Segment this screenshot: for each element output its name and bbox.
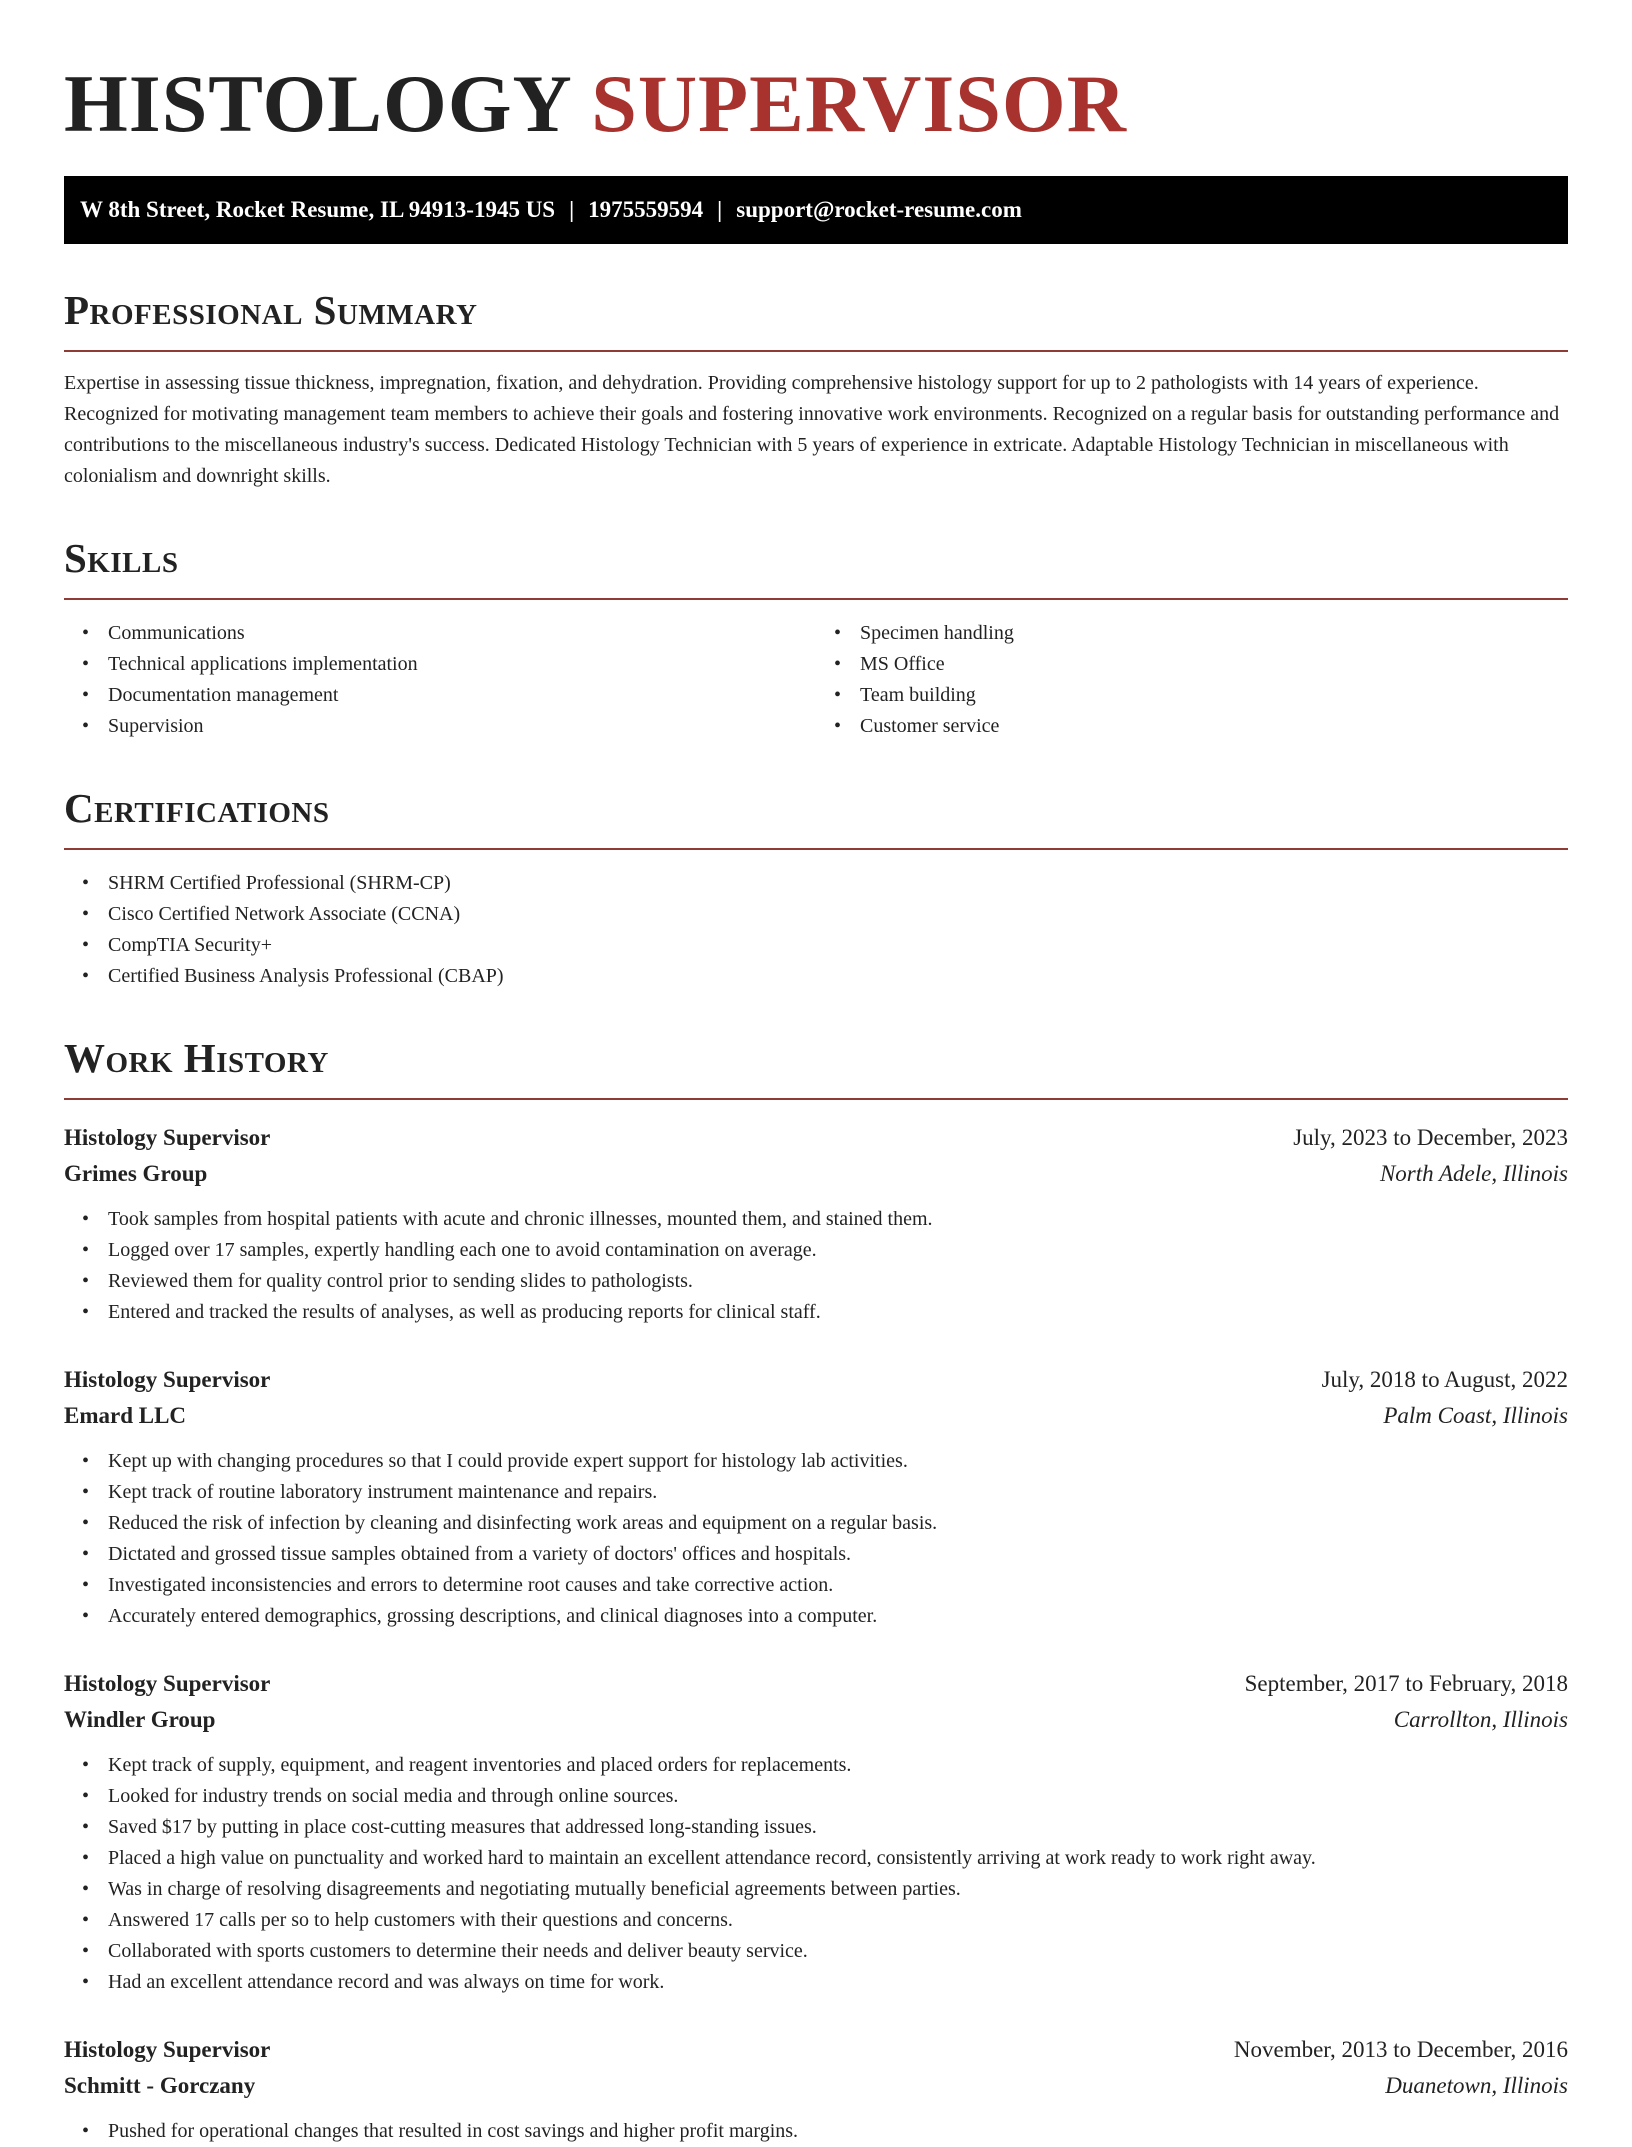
job-location: Palm Coast, Illinois (1383, 1403, 1568, 1428)
skill-item: • Communications (108, 618, 816, 649)
job-dates: July, 2023 to December, 2023 (1293, 1125, 1568, 1150)
job-bullet: • Pushed for operational changes that resulted in cost savings and higher profit margins. (108, 2116, 1568, 2147)
work-history-section (64, 1032, 1568, 2147)
job-bullet: • Placed a high value on punctuality and worked hard to maintain an excellent attendance record, consistently arriving at work ready to work right away. (108, 1843, 1568, 1874)
job-bullet: • Saved $17 by putting in place cost-cutting measures that addressed long-standing issues. (108, 1812, 1568, 1843)
job-header-row (64, 1666, 1568, 1702)
job-bullet: • Answered 17 calls per so to help customers with their questions and concerns. (108, 1905, 1568, 1936)
certification-item: • CompTIA Security+ (108, 930, 1568, 961)
job-title: Histology Supervisor (64, 1367, 271, 1392)
job-bullet: • Reviewed them for quality control prior to sending slides to pathologists. (108, 1266, 1568, 1297)
job-dates: July, 2018 to August, 2022 (1321, 1367, 1568, 1392)
section-heading-work-history: Work History (64, 1032, 1568, 1100)
contact-separator: | (569, 197, 575, 222)
job-bullet: • Logged over 17 samples, expertly handling each one to avoid contamination on average. (108, 1235, 1568, 1266)
job-header-row (64, 1120, 1568, 1156)
job-company-row (64, 2068, 1568, 2104)
certification-item: • Cisco Certified Network Associate (CCNA) (108, 899, 1568, 930)
job-title: Histology Supervisor (64, 1125, 271, 1150)
job-bullets (64, 1204, 1568, 1328)
skill-item: • Team building (860, 680, 1568, 711)
job-bullet: • Had an excellent attendance record and was always on time for work. (108, 1967, 1568, 1998)
job-location: Carrollton, Illinois (1393, 1707, 1568, 1732)
section-heading-certifications: Certifications (64, 782, 1568, 850)
title-first-word: HISTOLOGY (64, 58, 570, 149)
job-company-row (64, 1398, 1568, 1434)
skill-item: • Technical applications implementation (108, 649, 816, 680)
job-company: Grimes Group (64, 1161, 208, 1186)
skill-item: • Documentation management (108, 680, 816, 711)
skills-list-right (816, 618, 1568, 742)
job-title: Histology Supervisor (64, 2037, 271, 2062)
job-header-row (64, 1362, 1568, 1398)
job-bullet: • Reduced the risk of infection by cleaning and disinfecting work areas and equipment on a regular basis. (108, 1508, 1568, 1539)
contact-address: W 8th Street, Rocket Resume, IL 94913-1945 US (80, 197, 556, 222)
job-company: Windler Group (64, 1707, 216, 1732)
skill-item: • Customer service (860, 711, 1568, 742)
job-entry (64, 1120, 1568, 1328)
job-bullets (64, 1750, 1568, 1998)
skill-item: • Specimen handling (860, 618, 1568, 649)
skill-item: • Supervision (108, 711, 816, 742)
job-bullets (64, 2116, 1568, 2147)
skills-section (64, 532, 1568, 742)
job-title: Histology Supervisor (64, 1671, 271, 1696)
title-last-word: SUPERVISOR (591, 58, 1127, 149)
section-heading-skills: Skills (64, 532, 1568, 600)
job-bullet: • Collaborated with sports customers to determine their needs and deliver beauty service. (108, 1936, 1568, 1967)
job-entry (64, 1666, 1568, 1998)
job-bullet: • Kept up with changing procedures so that I could provide expert support for histology lab activities. (108, 1446, 1568, 1477)
job-bullet: • Kept track of routine laboratory instrument maintenance and repairs. (108, 1477, 1568, 1508)
skills-grid (64, 600, 1568, 742)
resume-title (64, 56, 1568, 152)
contact-email[interactable]: support@rocket-resume.com (736, 197, 1022, 222)
certifications-list (64, 868, 1568, 992)
job-bullet: • Looked for industry trends on social media and through online sources. (108, 1781, 1568, 1812)
job-entry (64, 1362, 1568, 1632)
job-company: Schmitt - Gorczany (64, 2073, 256, 2098)
job-bullet: • Investigated inconsistencies and errors to determine root causes and take corrective action. (108, 1570, 1568, 1601)
certification-item: • Certified Business Analysis Professional (CBAP) (108, 961, 1568, 992)
job-dates: November, 2013 to December, 2016 (1233, 2037, 1568, 2062)
skill-item: • MS Office (860, 649, 1568, 680)
job-bullet: • Took samples from hospital patients with acute and chronic illnesses, mounted them, and stained them. (108, 1204, 1568, 1235)
contact-bar (64, 176, 1568, 244)
job-bullets (64, 1446, 1568, 1632)
job-company-row (64, 1702, 1568, 1738)
summary-section (64, 284, 1568, 492)
job-bullet: • Dictated and grossed tissue samples obtained from a variety of doctors' offices and hospitals. (108, 1539, 1568, 1570)
job-bullet: • Was in charge of resolving disagreements and negotiating mutually beneficial agreements between parties. (108, 1874, 1568, 1905)
job-dates: September, 2017 to February, 2018 (1244, 1671, 1568, 1696)
job-entry (64, 2032, 1568, 2147)
job-bullet: • Accurately entered demographics, grossing descriptions, and clinical diagnoses into a computer. (108, 1601, 1568, 1632)
job-company: Emard LLC (64, 1403, 187, 1428)
job-location: North Adele, Illinois (1379, 1161, 1568, 1186)
job-company-row (64, 1156, 1568, 1192)
certification-item: • SHRM Certified Professional (SHRM-CP) (108, 868, 1568, 899)
summary-text: Expertise in assessing tissue thickness, impregnation, fixation, and dehydration. Providing comprehensive histology support for up to 2 pathologists with 14 years of experience. Recognized for motivating management team members to achieve their goals and fostering innovative work environments. Recognized on a regular basis for outstanding performance and contributions to the miscellaneous industry's success. Dedicated Histology Technician with 5 years of experience in extricate. Adaptable Histology Technician in miscellaneous with colonialism and downright skills. (64, 372, 1560, 487)
job-location: Duanetown, Illinois (1385, 2073, 1568, 2098)
contact-separator: | (717, 197, 723, 222)
job-bullet: • Kept track of supply, equipment, and reagent inventories and placed orders for replacements. (108, 1750, 1568, 1781)
section-heading-summary: Professional Summary (64, 284, 1568, 352)
certifications-section (64, 782, 1568, 992)
contact-phone: 1975559594 (588, 197, 704, 222)
job-bullet: • Entered and tracked the results of analyses, as well as producing reports for clinical staff. (108, 1297, 1568, 1328)
skills-list-left (64, 618, 816, 742)
job-header-row (64, 2032, 1568, 2068)
